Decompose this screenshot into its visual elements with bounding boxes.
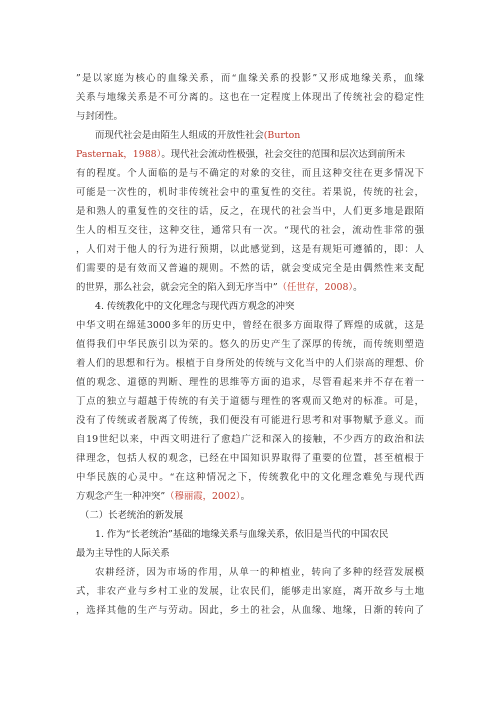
paragraph-3-text: 。 [240, 491, 250, 502]
section-heading-1-line-1: 1. 作为“长老统治”基础的地缘关系与血缘关系，依旧是当代的中国农民 [95, 529, 389, 540]
paragraph-2-line-5: 是和熟人的重复性的交往的话，反之，在现代的社会当中，人们更多地是跟陌 [76, 206, 424, 217]
paragraph-3-line-2: 值得我们中华民族引以为荣的。悠久的历史产生了深厚的传统，而传统则塑造 [76, 339, 424, 350]
paragraph-3-line-7: 自19世纪以来，中西文明进行了愈趋广泛和深入的接触，不少西方的政治和法 [76, 434, 424, 445]
paragraph-4-line-2: 式，非农产业与乡村工业的发展，让农民们，能够走出家庭，离开故乡与土地 [76, 586, 424, 597]
paragraph-3-line-10 [76, 491, 424, 503]
paragraph-3-line-5: 丁点的独立与超越于传统的有关于道德与理性的客观而又绝对的标准。可是， [76, 396, 424, 407]
paragraph-2-text: 的世界，那么社会，就会完全的陷入到无序当中” [76, 282, 278, 293]
paragraph-2-text: 而现代社会是由陌生人组成的开放性社会 [95, 130, 264, 141]
section-heading-1-line-2: 最为主导性的人际关系 [76, 548, 170, 559]
paragraph-2-text: 。现代社会流动性极强，社会交往的范围和层次达到前所未 [161, 149, 406, 160]
paragraph-3-line-6: 没有了传统或者脱离了传统，我们便没有可能进行思考和对事物赋予意义。而 [76, 415, 424, 426]
paragraph-1-line-2: 关系与地缘关系是不可分离的。这也在一定程度上体现出了传统社会的稳定性 [76, 92, 424, 103]
section-heading-2: （二）长老统治的新发展 [80, 510, 184, 521]
paragraph-3-line-4: 值的观念、道德的判断、理性的思维等方面的追求，尽管看起来并不存在着一 [76, 377, 424, 388]
citation-burton: (Burton [263, 130, 301, 141]
paragraph-2-line-1 [95, 130, 424, 142]
paragraph-2-line-3: 有的程度。个人面临的是与不确定的对象的交往，而且这种交往在更多情况下 [76, 168, 424, 179]
paragraph-3-line-9: 中华民族的心灵中。“在这种情况之下，传统教化中的文化理念难免与现代西 [76, 472, 424, 483]
paragraph-3-line-8: 律理念，包括人权的观念，已经在中国知识界取得了重要的位置，甚至植根于 [76, 453, 424, 464]
paragraph-2-line-7: ，人们对于他人的行为进行预期，以此感觉到，这是有规矩可遵循的，即：人 [76, 244, 424, 255]
paragraph-2-line-8: 们需要的是有效而又普遍的规则。不然的话，就会变成完全是由偶然性来支配 [76, 263, 424, 274]
paragraph-2-line-4: 可能是一次性的，机时非传统社会中的重复性的交往。若果说，传统的社会， [76, 187, 424, 198]
paragraph-1-line-1: ”是以家庭为核心的血缘关系，而“血缘关系的投影”又形成地缘关系，血缘 [76, 73, 424, 84]
paragraph-3-text: 方观念产生一种冲突” [76, 491, 166, 502]
paragraph-3-line-1: 中华文明在绵延3000多年的历史中，曾经在很多方面取得了辉煌的成就，这是 [76, 320, 424, 331]
section-heading-4: 4. 传统教化中的文化理念与现代西方观念的冲突 [95, 301, 295, 312]
paragraph-4-line-1: 农耕经济，因为市场的作用，从单一的种植业，转向了多种的经营发展模 [95, 567, 424, 578]
paragraph-2-line-9 [76, 282, 424, 294]
paragraph-2-line-2 [76, 149, 424, 161]
paragraph-2-text: 。 [353, 282, 363, 293]
citation-ren-shicun: （任世存，2008） [277, 282, 354, 293]
paragraph-4-line-3: ，选择其他的生产与劳动。因此，乡土的社会，从血缘、地缘，日渐的转向了 [76, 605, 424, 616]
paragraph-1-line-3: 与封闭性。 [76, 111, 123, 122]
paragraph-2-line-6: 生人的相互交往，这种交往，通常只有一次。“现代的社会，流动性非常的强 [76, 225, 424, 236]
citation-mu-lixia: （穆丽霞，2002） [165, 491, 241, 502]
paragraph-3-line-3: 着人们的思想和行为。根植于自身所处的传统与文化当中的人们崇高的理想、价 [76, 358, 424, 369]
citation-pasternak: Pasternak，1988） [76, 149, 162, 160]
